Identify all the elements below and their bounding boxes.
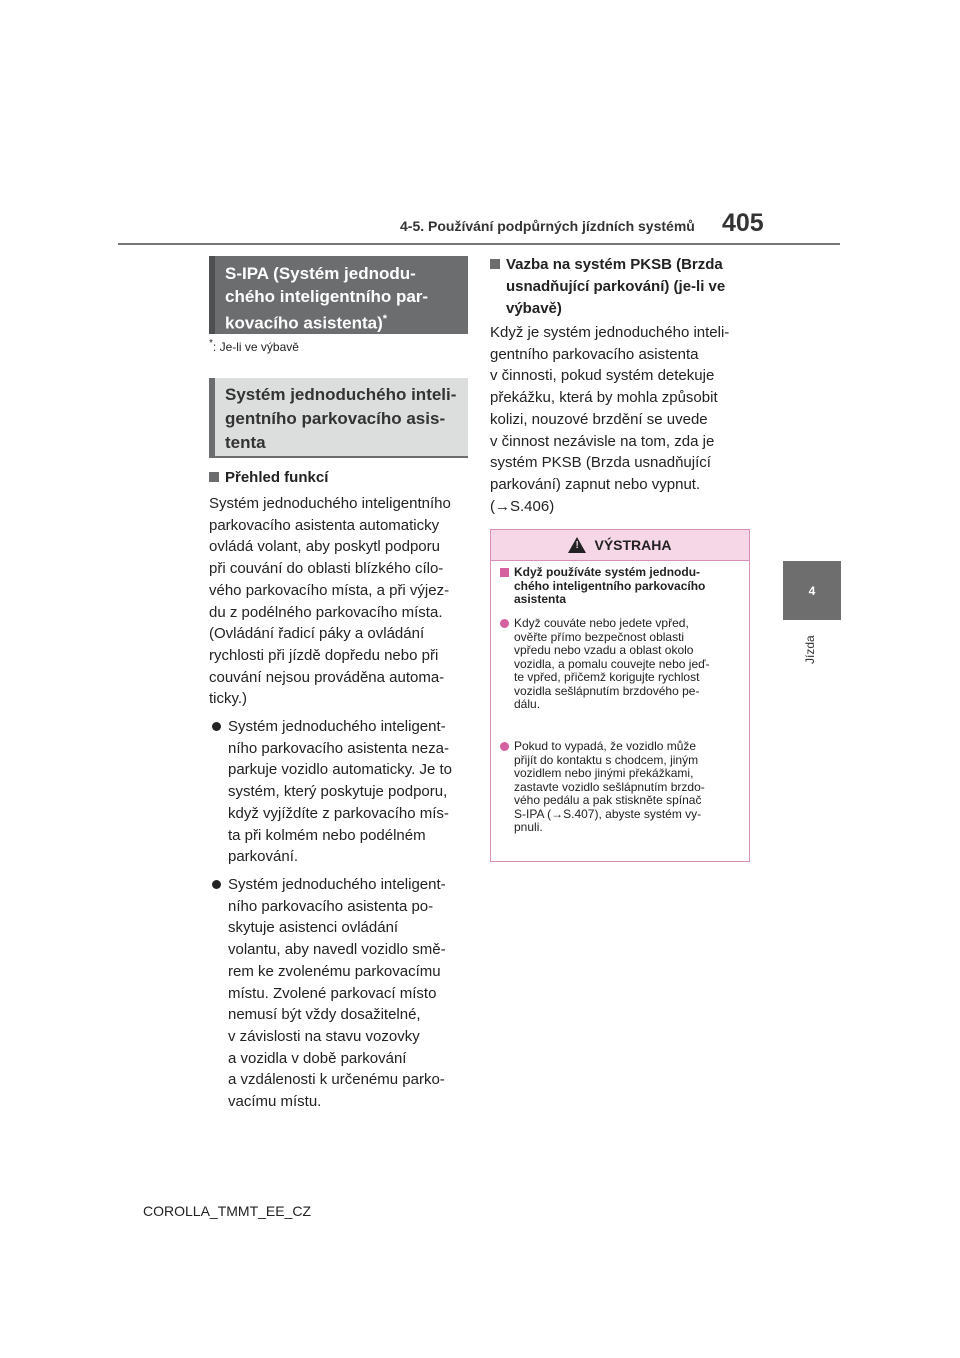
header-divider <box>118 243 840 245</box>
pksb-paragraph: Když je systém jednoduchého inteli- gentního parkovacího asistenta v činnosti, pokud systém detekuje překážku, která by mohla způsobit kolizi, nouzové brzdění se uvede v činnost nezávisle na tom, zda je systém PKSB (Brzda usnadňující parkování) zapnut nebo vypnut. (→S.406) <box>490 322 754 517</box>
running-header-section-title: 4-5. Používání podpůrných jízdních systémů <box>400 218 695 234</box>
overview-paragraph: Systém jednoduchého inteligentního parkovacího asistenta automaticky ovládá volant, aby poskytl podporu při couvání do oblasti blízkého cílo- vého parkovacího místa, a při výjez- du z podélného parkovacího místa. (Ovládání řadicí páky a ovládání rychlosti při jízdě dopředu nebo při couvání nejsou prováděna automa- ticky.) <box>209 495 451 708</box>
sub-title-line-1: Systém jednoduchého inteli- <box>225 385 457 404</box>
sub-title-line-2: gentního parkovacího asis- <box>225 409 446 428</box>
main-title-line-3: kovacího asistenta)* <box>225 313 388 333</box>
bullet-dot-icon <box>212 880 221 889</box>
main-section-title <box>209 256 468 334</box>
square-bullet-icon <box>500 568 509 577</box>
warning-item-stop-vehicle: Pokud to vypadá, že vozidlo může přijít do kontaktu s chodcem, jiným vozidlem nebo jinými překážkami, zastavte vozidlo sešlápnutím brzdo- vého pedálu a pak stiskněte spínač S-IPA (→S.407), abyste systém vy- pnuli. <box>500 740 742 835</box>
pksb-heading: Vazba na systém PKSB (Brzda usnadňující parkování) (je-li ve výbavě) <box>490 254 752 320</box>
bullet-dot-icon <box>500 619 509 628</box>
sub-section-title <box>209 378 468 458</box>
warning-item-check-surroundings: Když couváte nebo jedete vpřed, ověřte přímo bezpečnost oblasti vpředu nebo vzadu a oblast okolo vozidla, a pomalu couvejte nebo jeď- te vpřed, přičemž korigujte rychlost vozidla sešlápnutím brzdového pe- dálu. <box>500 617 742 712</box>
warning-triangle-icon: ! <box>568 537 586 553</box>
warning-title: VÝSTRAHA <box>594 537 672 553</box>
footnote <box>209 338 469 354</box>
footnote-mark: * <box>209 338 213 349</box>
page-number: 405 <box>722 209 764 237</box>
chapter-side-label: Jízda <box>803 635 817 665</box>
bullet-item-steering-assist: Systém jednoduchého inteligent- ního parkovacího asistenta po- skytuje asistenci ovládání volantu, aby navedl vozidlo smě- rem ke zvolenému parkovacímu místu. Zvolené parkovací místo nemusí být vždy dosažitelné, v závislosti na stavu vozovky a vozidla v době parkování a vzdálenosti k určenému parko- vacímu místu. <box>212 874 467 1113</box>
main-title-line-1: S-IPA (Systém jednodu- <box>225 264 416 283</box>
bullet-dot-icon <box>500 742 509 751</box>
main-title-asterisk: * <box>382 313 388 325</box>
square-bullet-icon <box>209 472 219 482</box>
warning-subheading: Když používáte systém jednodu- chého inteligentního parkovacího asistenta <box>500 566 740 607</box>
main-title-line-2: chého inteligentního par- <box>225 287 429 306</box>
bullet-item-automatic-parking: Systém jednoduchého inteligent- ního parkovacího asistenta neza- parkuje vozidlo automaticky. Je to systém, který poskytuje podporu, když vyjíždíte z parkovacího mís- ta při kolmém nebo podélném parkování. <box>212 716 467 868</box>
footnote-text: : Je-li ve výbavě <box>212 340 299 354</box>
warning-header <box>491 530 749 561</box>
warning-box <box>490 529 750 862</box>
sub-title-line-3: tenta <box>225 433 266 452</box>
overview-heading: Přehled funkcí <box>209 467 469 489</box>
chapter-tab-number: 4 <box>783 561 841 620</box>
footer-document-id: COROLLA_TMMT_EE_CZ <box>143 1203 312 1219</box>
square-bullet-icon <box>490 259 500 269</box>
bullet-dot-icon <box>212 722 221 731</box>
page-reference-link: (→S.406) <box>490 497 555 515</box>
